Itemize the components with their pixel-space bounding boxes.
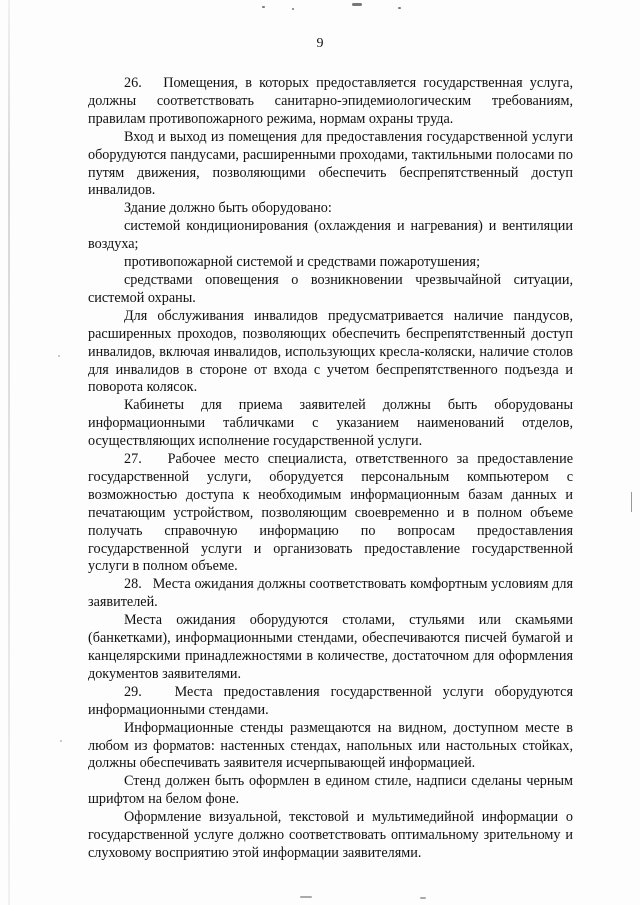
document-body <box>88 75 573 863</box>
scan-mark <box>631 492 632 512</box>
paragraph-26: 26. Помещения, в которых предоставляется государственная услуга, должны соответствовать санитарно-эпидемиологическим требованиям, правилам противопожарного режима, нормам охраны труда. <box>88 75 573 127</box>
paragraph-building: Здание должно быть оборудовано: <box>124 200 332 217</box>
paragraph-alert-system: средствами оповещения о возникновении чрезвычайной ситуации, системой охраны. <box>88 271 573 306</box>
scan-speck <box>352 3 362 6</box>
paragraph-waiting-areas: Места ожидания оборудуются столами, стульями или скамьями (банкетками), информационными стендами, обеспечиваются писчей бумагой и канцелярскими принадлежностями в количестве, достаточном для оформления документов заявителями. <box>88 612 573 682</box>
paragraph-28: 28. Места ожидания должны соответствовать комфортным условиям для заявителей. <box>88 576 573 611</box>
scan-speck <box>262 6 265 8</box>
scan-speck <box>292 8 294 10</box>
scan-speck <box>300 896 312 898</box>
paragraph-visual-info: Оформление визуальной, текстовой и мультимедийной информации о государственной услуге должно соответствовать оптимальному зрительному и слуховому восприятию этой информации заявителями. <box>88 809 573 861</box>
paragraph-stand-style: Стенд должен быть оформлен в едином стиле, надписи сделаны черным шрифтом на белом фоне. <box>88 773 573 808</box>
page-number: 9 <box>316 36 324 51</box>
paragraph-27: 27. Рабочее место специалиста, ответственного за предоставление государственной услуги, оборудуется персональным компьютером с возможностью доступа к необходимым информационным базам данных и печатающим устройством, позволяющим своевременно и в полном объеме получать справочную информацию по вопросам предоставления государственной услуги и организовать предоставление государственной услуги в полном объеме. <box>88 451 573 575</box>
scan-edge-shadow <box>8 0 10 905</box>
paragraph-entrance: Вход и выход из помещения для предоставления государственной услуги оборудуются пандусами, расширенными проходами, тактильными полосами по путям движения, позволяющими обеспечить беспрепятственный доступ инвалидов. <box>88 128 573 199</box>
paragraph-29: 29. Места предоставления государственной услуги оборудуются информационными стендами. <box>88 683 573 718</box>
paragraph-fire-system: противопожарной системой и средствами пожаротушения; <box>124 254 481 271</box>
scan-speck <box>58 355 60 357</box>
paragraph-cabinets: Кабинеты для приема заявителей должны быть оборудованы информационными табличками с указанием наименований отделов, осуществляющих исполнение государственной услуги. <box>88 397 573 450</box>
scan-speck <box>398 7 401 9</box>
scan-speck <box>420 897 426 899</box>
paragraph-info-stands: Информационные стенды размещаются на видном, доступном месте в любом из форматов: настенных стендах, напольных или настольных стойках, должны обеспечивать заявителя исчерпывающей информацией. <box>88 719 573 772</box>
paragraph-ventilation: системой кондиционирования (охлаждения и нагревания) и вентиляции воздуха; <box>88 218 573 253</box>
paragraph-disabled-access: Для обслуживания инвалидов предусматривается наличие пандусов, расширенных проходов, позволяющих обеспечить беспрепятственный доступ инвалидов, включая инвалидов, использующих кресла-коляски, наличие столов для инвалидов в стороне от входа с учетом беспрепятственного подъезда и поворота колясок. <box>88 307 573 396</box>
scan-speck <box>60 740 62 742</box>
